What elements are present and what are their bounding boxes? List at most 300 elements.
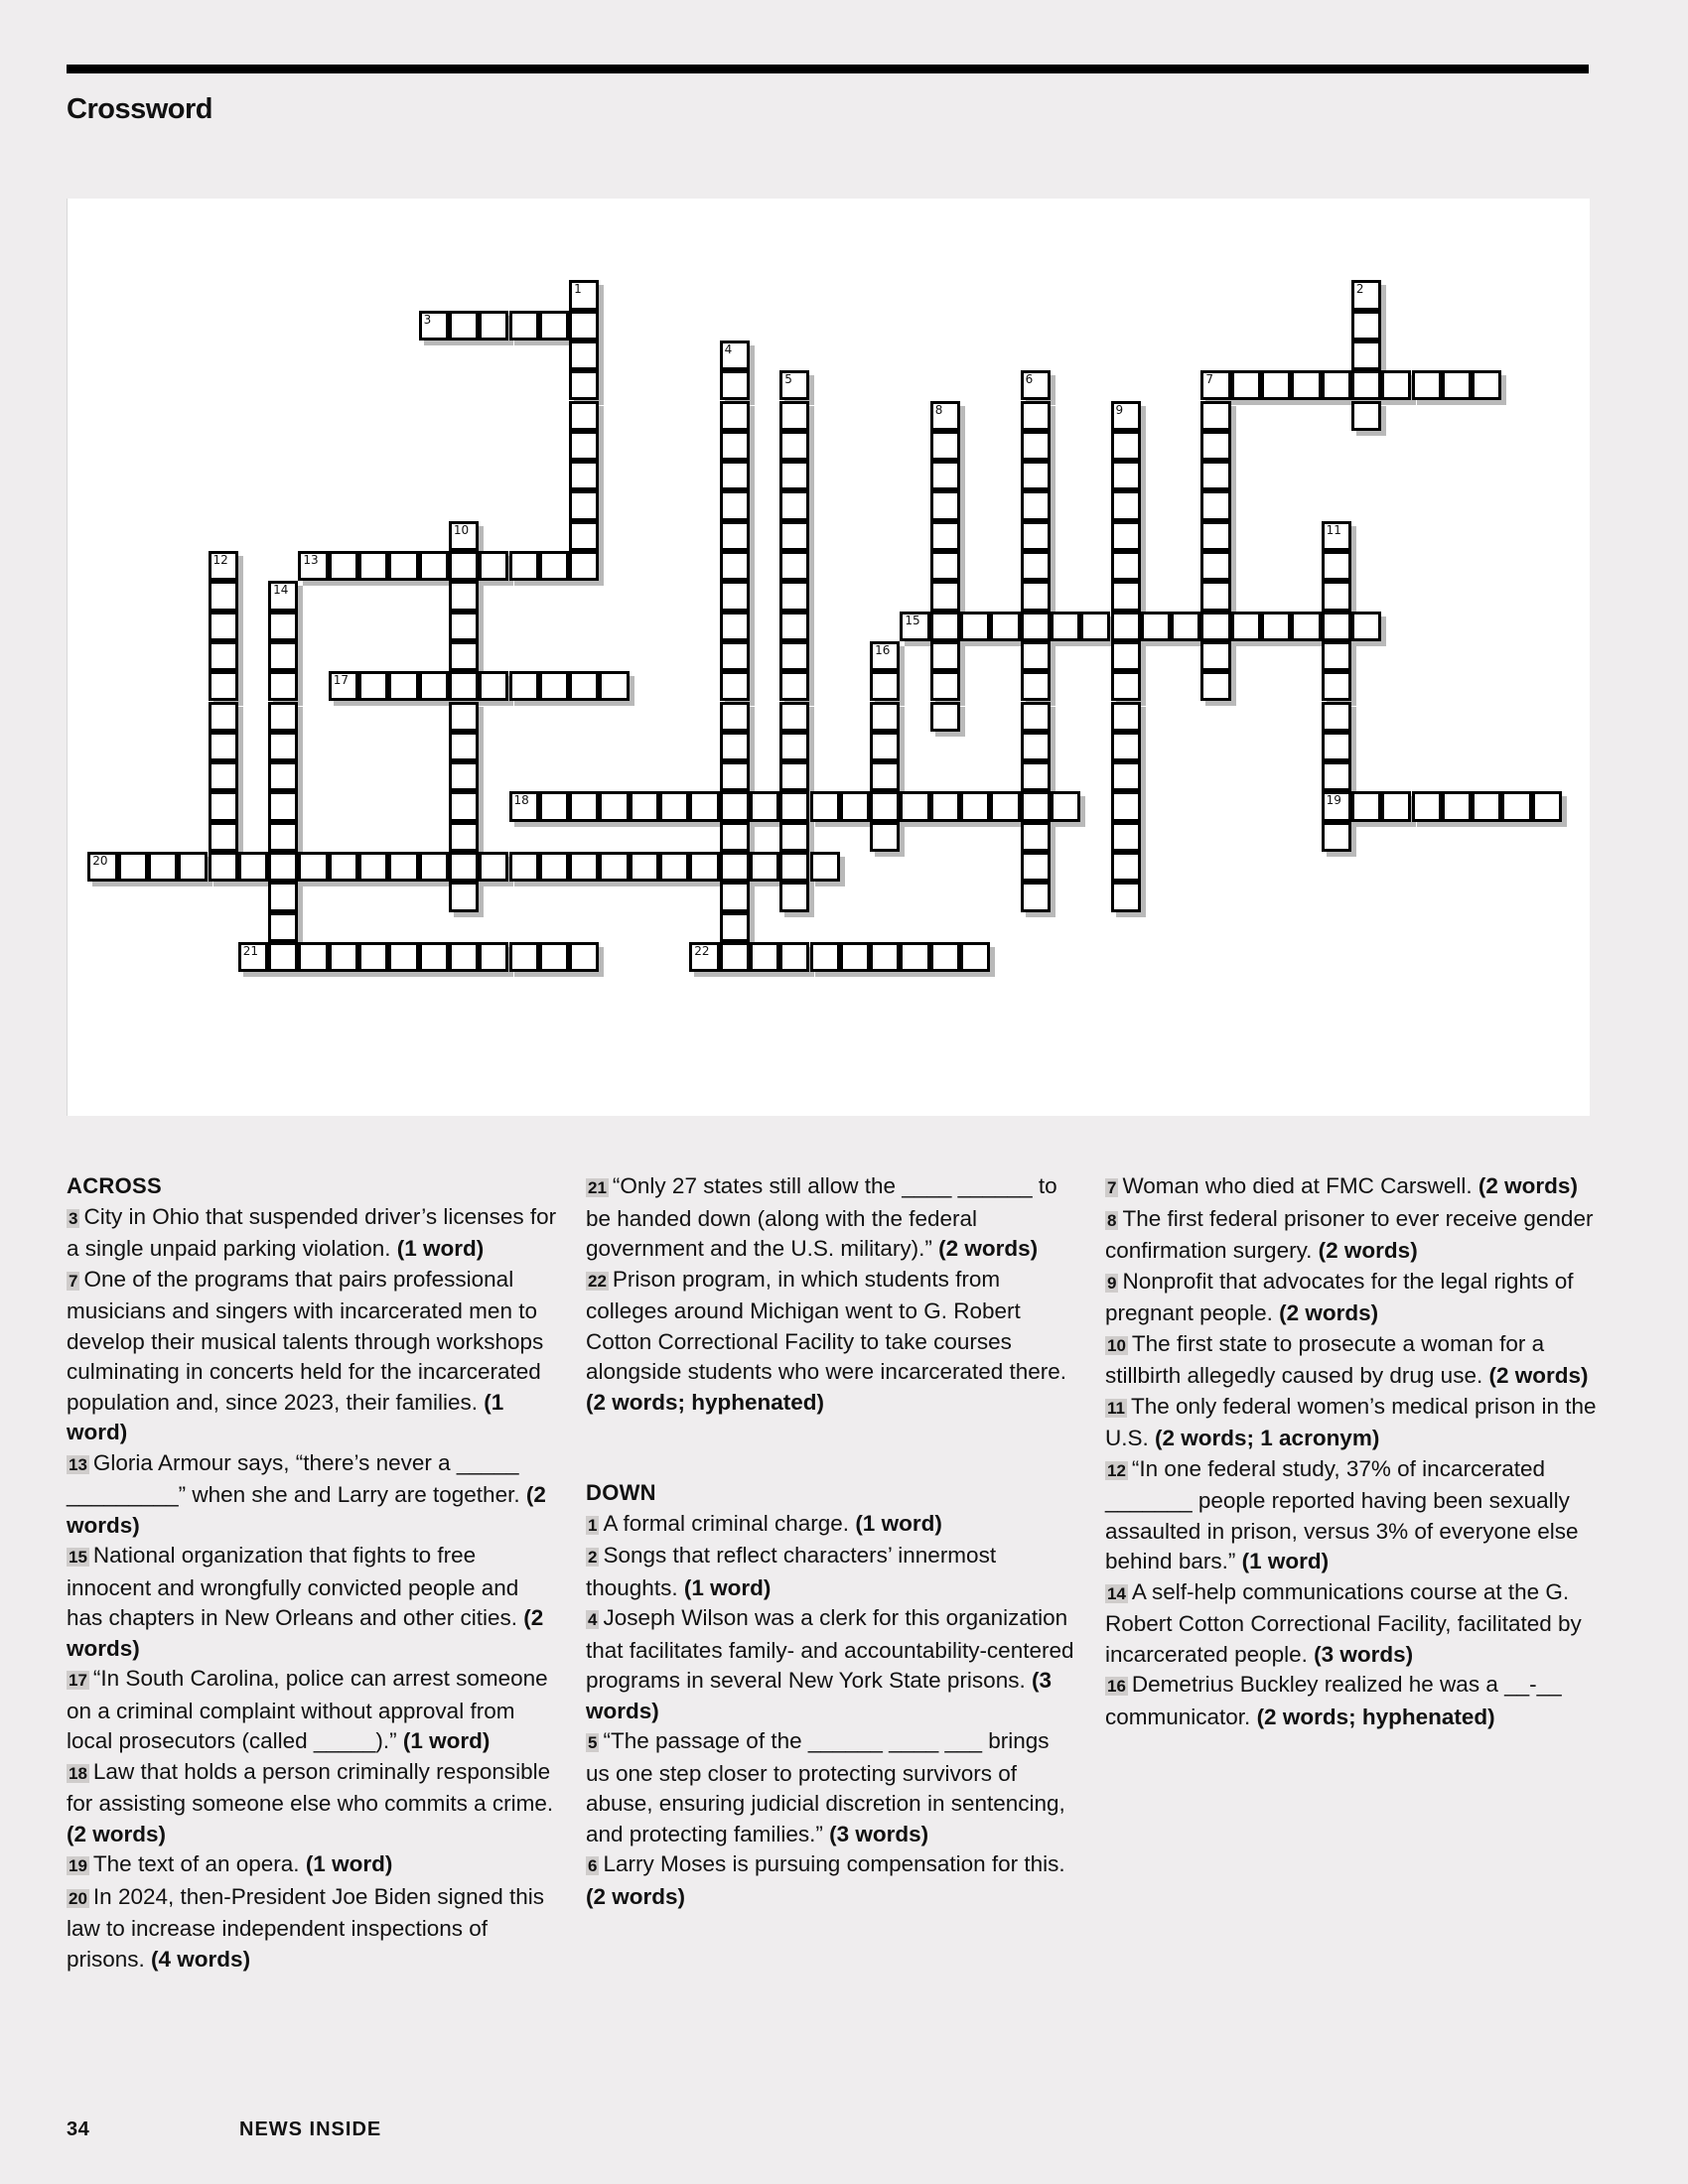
grid-cell[interactable] [1111, 852, 1141, 882]
grid-cell[interactable] [268, 702, 298, 732]
grid-cell[interactable] [1200, 551, 1230, 581]
grid-cell[interactable] [1021, 882, 1051, 911]
grid-cell[interactable] [539, 311, 569, 341]
grid-cell[interactable] [419, 671, 449, 701]
grid-cell[interactable] [1080, 612, 1110, 641]
grid-cell[interactable] [720, 882, 750, 911]
grid-cell[interactable] [358, 852, 388, 882]
grid-cell[interactable] [388, 852, 418, 882]
grid-cell[interactable] [479, 671, 508, 701]
grid-cell[interactable] [779, 671, 809, 701]
grid-cell[interactable] [1261, 612, 1291, 641]
grid-cell[interactable] [1322, 791, 1351, 821]
grid-cell[interactable] [1200, 521, 1230, 551]
grid-cell[interactable] [1111, 822, 1141, 852]
grid-cell[interactable] [1442, 791, 1472, 821]
across-clue-17 [67, 1664, 558, 1757]
grid-cell[interactable] [720, 370, 750, 400]
grid-cell[interactable] [810, 942, 840, 972]
grid-cell[interactable] [779, 461, 809, 490]
grid-cell[interactable] [720, 401, 750, 431]
grid-cell[interactable] [1051, 791, 1080, 821]
clue-word-count: (1 word) [683, 1574, 772, 1600]
grid-cell[interactable] [1111, 490, 1141, 520]
grid-cell[interactable] [779, 882, 809, 911]
grid-cell[interactable] [539, 551, 569, 581]
grid-cell[interactable] [659, 791, 689, 821]
grid-cell[interactable] [930, 641, 960, 671]
grid-cell[interactable] [1412, 791, 1442, 821]
grid-cell[interactable] [539, 791, 569, 821]
grid-cell[interactable] [449, 551, 479, 581]
grid-cell[interactable] [268, 641, 298, 671]
grid-cell[interactable] [870, 942, 900, 972]
grid-cell[interactable] [1141, 612, 1171, 641]
grid-cell[interactable] [1021, 551, 1051, 581]
grid-cell[interactable] [569, 551, 599, 581]
grid-cell[interactable] [569, 341, 599, 370]
grid-cell[interactable] [1021, 431, 1051, 461]
grid-cell[interactable] [930, 431, 960, 461]
grid-cell[interactable] [1322, 822, 1351, 852]
grid-cell[interactable] [539, 942, 569, 972]
grid-cell[interactable] [1322, 370, 1351, 400]
grid-cell[interactable] [1021, 702, 1051, 732]
clue-text: Gloria Armour says, “there’s never a _____ _________” when she and Larry are together. [67, 1449, 526, 1507]
grid-cell[interactable] [1322, 702, 1351, 732]
grid-cell[interactable] [720, 761, 750, 791]
grid-cell[interactable] [779, 431, 809, 461]
grid-cell[interactable] [1291, 612, 1321, 641]
clue-word-count: (2 words; hyphenated) [1256, 1704, 1495, 1729]
grid-cell[interactable] [1200, 461, 1230, 490]
grid-cell[interactable] [449, 702, 479, 732]
grid-cell[interactable] [1351, 401, 1381, 431]
grid-cell[interactable] [960, 791, 990, 821]
grid-cell[interactable] [779, 702, 809, 732]
grid-cell[interactable] [1021, 822, 1051, 852]
grid-cell[interactable] [569, 671, 599, 701]
cell-number: 15 [905, 613, 920, 627]
grid-cell[interactable] [509, 942, 539, 972]
grid-cell[interactable] [569, 490, 599, 520]
grid-cell[interactable] [1021, 581, 1051, 611]
cell-number: 1 [574, 282, 582, 297]
grid-cell[interactable] [1231, 370, 1261, 400]
grid-cell[interactable] [268, 822, 298, 852]
grid-cell[interactable] [1200, 431, 1230, 461]
grid-cell[interactable] [1200, 671, 1230, 701]
grid-cell[interactable] [930, 581, 960, 611]
grid-cell[interactable] [1111, 551, 1141, 581]
clue-text: Joseph Wilson was a clerk for this organization that facilitates family- and accountability-centered programs in several New York State prisons. [586, 1605, 1074, 1693]
grid-cell[interactable] [720, 912, 750, 942]
grid-cell[interactable] [1021, 370, 1051, 400]
grid-cell[interactable] [419, 942, 449, 972]
grid-cell[interactable] [1501, 791, 1531, 821]
clue-word-count: (4 words) [151, 1946, 251, 1972]
grid-cell[interactable] [1351, 612, 1381, 641]
grid-cell[interactable] [930, 551, 960, 581]
clue-number: 18 [69, 1763, 87, 1783]
grid-cell[interactable] [268, 912, 298, 942]
grid-cell[interactable] [720, 581, 750, 611]
grid-cell[interactable] [449, 671, 479, 701]
grid-cell[interactable] [1021, 671, 1051, 701]
grid-cell[interactable] [1231, 612, 1261, 641]
grid-cell[interactable] [569, 942, 599, 972]
grid-cell[interactable] [870, 641, 900, 671]
grid-cell[interactable] [870, 671, 900, 701]
grid-cell[interactable] [1322, 761, 1351, 791]
grid-cell[interactable] [930, 490, 960, 520]
grid-cell[interactable] [1322, 551, 1351, 581]
grid-cell[interactable] [509, 311, 539, 341]
grid-cell[interactable] [1381, 791, 1411, 821]
grid-cell[interactable] [569, 280, 599, 310]
grid-cell[interactable] [1532, 791, 1562, 821]
grid-cell[interactable] [1021, 612, 1051, 641]
grid-cell[interactable] [870, 822, 900, 852]
grid-cell[interactable] [1472, 370, 1501, 400]
grid-cell[interactable] [779, 612, 809, 641]
grid-cell[interactable] [509, 671, 539, 701]
grid-cell[interactable] [870, 732, 900, 761]
grid-cell[interactable] [569, 401, 599, 431]
grid-cell[interactable] [720, 431, 750, 461]
grid-cell[interactable] [599, 791, 629, 821]
grid-cell[interactable] [1351, 791, 1381, 821]
grid-cell[interactable] [720, 671, 750, 701]
grid-cell[interactable] [1200, 641, 1230, 671]
across-clue-20 [67, 1882, 558, 1976]
grid-cell[interactable] [960, 612, 990, 641]
grid-cell[interactable] [990, 791, 1020, 821]
grid-cell[interactable] [1412, 370, 1442, 400]
grid-cell[interactable] [1200, 490, 1230, 520]
grid-cell[interactable] [1351, 341, 1381, 370]
grid-cell[interactable] [569, 521, 599, 551]
publication-name: NEWS INSIDE [239, 2118, 382, 2140]
clue-text: The first state to prosecute a woman for a stillbirth allegedly caused by drug use. [1105, 1330, 1545, 1388]
clue-word-count: (2 words) [1279, 1300, 1379, 1325]
grid-cell[interactable] [689, 852, 719, 882]
grid-cell[interactable] [1111, 732, 1141, 761]
grid-cell[interactable] [750, 791, 779, 821]
grid-cell[interactable] [1021, 461, 1051, 490]
grid-cell[interactable] [388, 671, 418, 701]
clue-text: City in Ohio that suspended driver’s licenses for a single unpaid parking violation. [67, 1203, 557, 1261]
grid-cell[interactable] [388, 551, 418, 581]
grid-cell[interactable] [1322, 671, 1351, 701]
grid-cell[interactable] [209, 702, 238, 732]
grid-cell[interactable] [569, 311, 599, 341]
grid-cell[interactable] [209, 761, 238, 791]
grid-cell[interactable] [178, 852, 208, 882]
grid-cell[interactable] [1051, 612, 1080, 641]
cell-number: 19 [1326, 793, 1341, 808]
grid-cell[interactable] [569, 370, 599, 400]
grid-cell[interactable] [779, 581, 809, 611]
grid-cell[interactable] [209, 822, 238, 852]
grid-cell[interactable] [449, 612, 479, 641]
grid-cell[interactable] [1111, 671, 1141, 701]
grid-cell[interactable] [870, 702, 900, 732]
grid-cell[interactable] [1111, 702, 1141, 732]
grid-cell[interactable] [779, 551, 809, 581]
grid-cell[interactable] [419, 311, 449, 341]
grid-cell[interactable] [810, 852, 840, 882]
grid-cell[interactable] [449, 822, 479, 852]
grid-cell[interactable] [148, 852, 178, 882]
grid-cell[interactable] [449, 311, 479, 341]
grid-cell[interactable] [659, 852, 689, 882]
grid-cell[interactable] [509, 551, 539, 581]
grid-cell[interactable] [599, 671, 629, 701]
grid-cell[interactable] [960, 942, 990, 972]
grid-cell[interactable] [750, 852, 779, 882]
grid-cell[interactable] [870, 761, 900, 791]
cell-number: 9 [1115, 402, 1124, 417]
grid-cell[interactable] [1021, 852, 1051, 882]
grid-cell[interactable] [209, 581, 238, 611]
clue-word-count: (2 words) [1477, 1173, 1578, 1198]
grid-cell[interactable] [1021, 641, 1051, 671]
grid-cell[interactable] [930, 671, 960, 701]
grid-cell[interactable] [720, 702, 750, 732]
grid-cell[interactable] [720, 942, 750, 972]
grid-cell[interactable] [930, 521, 960, 551]
grid-cell[interactable] [750, 942, 779, 972]
grid-cell[interactable] [358, 551, 388, 581]
grid-cell[interactable] [1351, 311, 1381, 341]
grid-cell[interactable] [449, 852, 479, 882]
grid-cell[interactable] [209, 551, 238, 581]
grid-cell[interactable] [630, 791, 659, 821]
clue-number: 15 [69, 1548, 87, 1567]
grid-cell[interactable] [870, 791, 900, 821]
grid-cell[interactable] [268, 761, 298, 791]
grid-cell[interactable] [720, 551, 750, 581]
grid-cell[interactable] [1021, 761, 1051, 791]
grid-cell[interactable] [1351, 280, 1381, 310]
grid-cell[interactable] [1351, 370, 1381, 400]
grid-cell[interactable] [1472, 791, 1501, 821]
grid-cell[interactable] [930, 461, 960, 490]
grid-cell[interactable] [209, 671, 238, 701]
grid-cell[interactable] [449, 581, 479, 611]
grid-cell[interactable] [1021, 732, 1051, 761]
page-number: 34 [67, 2118, 90, 2140]
grid-cell[interactable] [209, 732, 238, 761]
grid-cell[interactable] [118, 852, 148, 882]
grid-cell[interactable] [1200, 401, 1230, 431]
grid-cell[interactable] [930, 942, 960, 972]
grid-cell[interactable] [209, 852, 238, 882]
clue-number: 17 [69, 1671, 87, 1690]
down-clue-1 [586, 1509, 1077, 1542]
grid-cell[interactable] [1111, 431, 1141, 461]
grid-cell[interactable] [720, 521, 750, 551]
grid-cell[interactable] [810, 791, 840, 821]
grid-cell[interactable] [479, 942, 508, 972]
grid-cell[interactable] [1021, 401, 1051, 431]
grid-cell[interactable] [720, 852, 750, 882]
grid-cell[interactable] [779, 732, 809, 761]
grid-cell[interactable] [1021, 521, 1051, 551]
grid-cell[interactable] [358, 942, 388, 972]
grid-cell[interactable] [630, 852, 659, 882]
grid-cell[interactable] [990, 612, 1020, 641]
grid-cell[interactable] [779, 761, 809, 791]
grid-cell[interactable] [1111, 612, 1141, 641]
grid-cell[interactable] [1200, 581, 1230, 611]
grid-cell[interactable] [1111, 791, 1141, 821]
grid-cell[interactable] [1261, 370, 1291, 400]
grid-cell[interactable] [779, 942, 809, 972]
grid-cell[interactable] [449, 732, 479, 761]
grid-cell[interactable] [1322, 732, 1351, 761]
grid-cell[interactable] [268, 791, 298, 821]
grid-cell[interactable] [1111, 761, 1141, 791]
grid-cell[interactable] [569, 431, 599, 461]
clue-text: The only federal women’s medical prison in the U.S. [1105, 1393, 1597, 1450]
grid-cell[interactable] [689, 942, 719, 972]
clue-text: “In one federal study, 37% of incarcerated _______ people reported having been sexually assaulted in prison, versus 3% of everyone else behind bars.” [1105, 1455, 1579, 1573]
grid-cell[interactable] [268, 612, 298, 641]
grid-cell[interactable] [840, 942, 870, 972]
grid-cell[interactable] [1021, 791, 1051, 821]
grid-cell[interactable] [779, 852, 809, 882]
grid-cell[interactable] [449, 761, 479, 791]
grid-cell[interactable] [840, 791, 870, 821]
grid-cell[interactable] [479, 852, 508, 882]
grid-cell[interactable] [720, 732, 750, 761]
grid-cell[interactable] [419, 551, 449, 581]
cell-number: 7 [1205, 372, 1214, 387]
grid-cell[interactable] [509, 791, 539, 821]
grid-cell[interactable] [268, 671, 298, 701]
grid-cell[interactable] [1322, 581, 1351, 611]
grid-cell[interactable] [479, 551, 508, 581]
grid-cell[interactable] [779, 370, 809, 400]
grid-cell[interactable] [329, 551, 358, 581]
grid-cell[interactable] [329, 671, 358, 701]
grid-cell[interactable] [779, 641, 809, 671]
grid-cell[interactable] [419, 852, 449, 882]
grid-cell[interactable] [779, 401, 809, 431]
grid-cell[interactable] [298, 852, 328, 882]
grid-cell[interactable] [720, 341, 750, 370]
grid-cell[interactable] [539, 671, 569, 701]
grid-cell[interactable] [449, 882, 479, 911]
grid-cell[interactable] [268, 581, 298, 611]
grid-cell[interactable] [509, 852, 539, 882]
clue-text: A formal criminal charge. [603, 1510, 856, 1536]
grid-cell[interactable] [449, 641, 479, 671]
grid-cell[interactable] [1111, 401, 1141, 431]
grid-cell[interactable] [358, 671, 388, 701]
grid-cell[interactable] [298, 942, 328, 972]
grid-cell[interactable] [1200, 612, 1230, 641]
grid-cell[interactable] [779, 791, 809, 821]
grid-cell[interactable] [930, 702, 960, 732]
grid-cell[interactable] [720, 822, 750, 852]
grid-cell[interactable] [87, 852, 117, 882]
grid-cell[interactable] [1021, 490, 1051, 520]
grid-cell[interactable] [449, 521, 479, 551]
grid-cell[interactable] [779, 822, 809, 852]
grid-cell[interactable] [449, 942, 479, 972]
grid-cell[interactable] [539, 852, 569, 882]
grid-cell[interactable] [1111, 641, 1141, 671]
grid-cell[interactable] [1111, 581, 1141, 611]
grid-cell[interactable] [329, 942, 358, 972]
grid-cell[interactable] [930, 612, 960, 641]
grid-cell[interactable] [209, 791, 238, 821]
grid-cell[interactable] [238, 852, 268, 882]
grid-cell[interactable] [779, 490, 809, 520]
grid-cell[interactable] [720, 641, 750, 671]
clue-word-count: (1 word) [305, 1851, 393, 1876]
grid-cell[interactable] [1322, 521, 1351, 551]
grid-cell[interactable] [1381, 370, 1411, 400]
grid-cell[interactable] [268, 852, 298, 882]
grid-cell[interactable] [268, 882, 298, 911]
grid-cell[interactable] [1111, 461, 1141, 490]
grid-cell[interactable] [599, 852, 629, 882]
grid-cell[interactable] [209, 612, 238, 641]
grid-cell[interactable] [1291, 370, 1321, 400]
grid-cell[interactable] [569, 461, 599, 490]
grid-cell[interactable] [1111, 882, 1141, 911]
grid-cell[interactable] [900, 791, 929, 821]
grid-cell[interactable] [298, 551, 328, 581]
grid-cell[interactable] [1200, 370, 1230, 400]
grid-cell[interactable] [930, 791, 960, 821]
grid-cell[interactable] [569, 852, 599, 882]
grid-cell[interactable] [238, 942, 268, 972]
grid-cell[interactable] [268, 732, 298, 761]
grid-cell[interactable] [1171, 612, 1200, 641]
grid-cell[interactable] [209, 641, 238, 671]
clue-number: 11 [1107, 1398, 1125, 1418]
grid-cell[interactable] [329, 852, 358, 882]
grid-cell[interactable] [930, 401, 960, 431]
grid-cell[interactable] [720, 791, 750, 821]
grid-cell[interactable] [900, 942, 929, 972]
grid-cell[interactable] [689, 791, 719, 821]
grid-cell[interactable] [449, 791, 479, 821]
cell-number: 17 [333, 673, 349, 688]
grid-cell[interactable] [388, 942, 418, 972]
clue-text: “Only 27 states still allow the ____ ______ to be handed down (along with the federal government and the U.S. military).” [586, 1173, 1057, 1261]
clue-number: 4 [588, 1610, 598, 1629]
grid-cell[interactable] [569, 791, 599, 821]
grid-cell[interactable] [900, 612, 929, 641]
grid-cell[interactable] [720, 461, 750, 490]
grid-cell[interactable] [720, 612, 750, 641]
grid-cell[interactable] [1322, 641, 1351, 671]
grid-cell[interactable] [479, 311, 508, 341]
clue-word-count: (3 words) [829, 1821, 929, 1846]
grid-cell[interactable] [1322, 612, 1351, 641]
grid-cell[interactable] [268, 942, 298, 972]
grid-cell[interactable] [779, 521, 809, 551]
grid-cell[interactable] [1111, 521, 1141, 551]
grid-cell[interactable] [720, 490, 750, 520]
grid-cell[interactable] [1442, 370, 1472, 400]
